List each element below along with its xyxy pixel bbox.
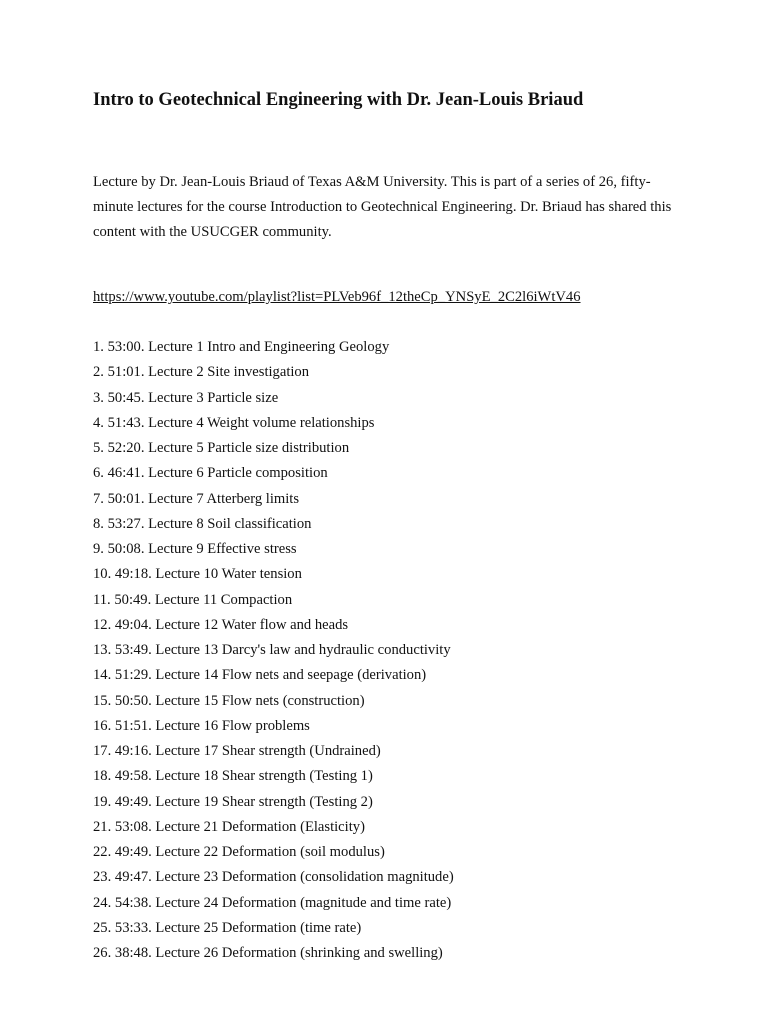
- lecture-item: 8. 53:27. Lecture 8 Soil classification: [93, 515, 312, 532]
- lecture-item: 19. 49:49. Lecture 19 Shear strength (Testing 2): [93, 793, 373, 810]
- lecture-item: 3. 50:45. Lecture 3 Particle size: [93, 389, 279, 406]
- lecture-item: 14. 51:29. Lecture 14 Flow nets and seepage (derivation): [93, 667, 427, 684]
- lecture-item: 23. 49:47. Lecture 23 Deformation (consolidation magnitude): [93, 869, 454, 886]
- lecture-item: 21. 53:08. Lecture 21 Deformation (Elasticity): [93, 818, 365, 835]
- lecture-item: 2. 51:01. Lecture 2 Site investigation: [93, 364, 310, 381]
- lecture-item: 12. 49:04. Lecture 12 Water flow and heads: [93, 616, 349, 633]
- lecture-item: 1. 53:00. Lecture 1 Intro and Engineering Geology: [93, 339, 390, 356]
- lecture-item: 16. 51:51. Lecture 16 Flow problems: [93, 717, 310, 734]
- document-page: [93, 88, 693, 966]
- lecture-item: 10. 49:18. Lecture 10 Water tension: [93, 566, 302, 583]
- lecture-item: 15. 50:50. Lecture 15 Flow nets (construction): [93, 692, 365, 709]
- lecture-item: 13. 53:49. Lecture 13 Darcy's law and hydraulic conductivity: [93, 642, 451, 659]
- lecture-item: 7. 50:01. Lecture 7 Atterberg limits: [93, 490, 300, 507]
- lecture-item: 26. 38:48. Lecture 26 Deformation (shrinking and swelling): [93, 945, 443, 962]
- lecture-item: 5. 52:20. Lecture 5 Particle size distribution: [93, 440, 350, 457]
- lecture-item: 17. 49:16. Lecture 17 Shear strength (Undrained): [93, 743, 381, 760]
- lecture-item: 6. 46:41. Lecture 6 Particle composition: [93, 465, 328, 482]
- lecture-item: 25. 53:33. Lecture 25 Deformation (time rate): [93, 919, 362, 936]
- lecture-item: 4. 51:43. Lecture 4 Weight volume relationships: [93, 414, 375, 431]
- lecture-item: 11. 50:49. Lecture 11 Compaction: [93, 591, 293, 608]
- document-title: Intro to Geotechnical Engineering with Dr. Jean-Louis Briaud: [93, 90, 584, 110]
- lecture-item: 18. 49:58. Lecture 18 Shear strength (Testing 1): [93, 768, 373, 785]
- lecture-item: 24. 54:38. Lecture 24 Deformation (magnitude and time rate): [93, 894, 452, 911]
- playlist-link[interactable]: https://www.youtube.com/playlist?list=PLVeb96f_12theCp_YNSyE_2C2l6iWtV46: [93, 289, 581, 306]
- lecture-item: 9. 50:08. Lecture 9 Effective stress: [93, 541, 297, 558]
- lecture-list: [93, 335, 693, 966]
- intro-paragraph: Lecture by Dr. Jean-Louis Briaud of Texas A&M University. This is part of a series of 26, fifty-minute lectures for the course Introduction to Geotechnical Engineering. Dr. Briaud has shared this content with the USUCGER community.: [93, 174, 672, 241]
- lecture-item: 22. 49:49. Lecture 22 Deformation (soil modulus): [93, 844, 385, 861]
